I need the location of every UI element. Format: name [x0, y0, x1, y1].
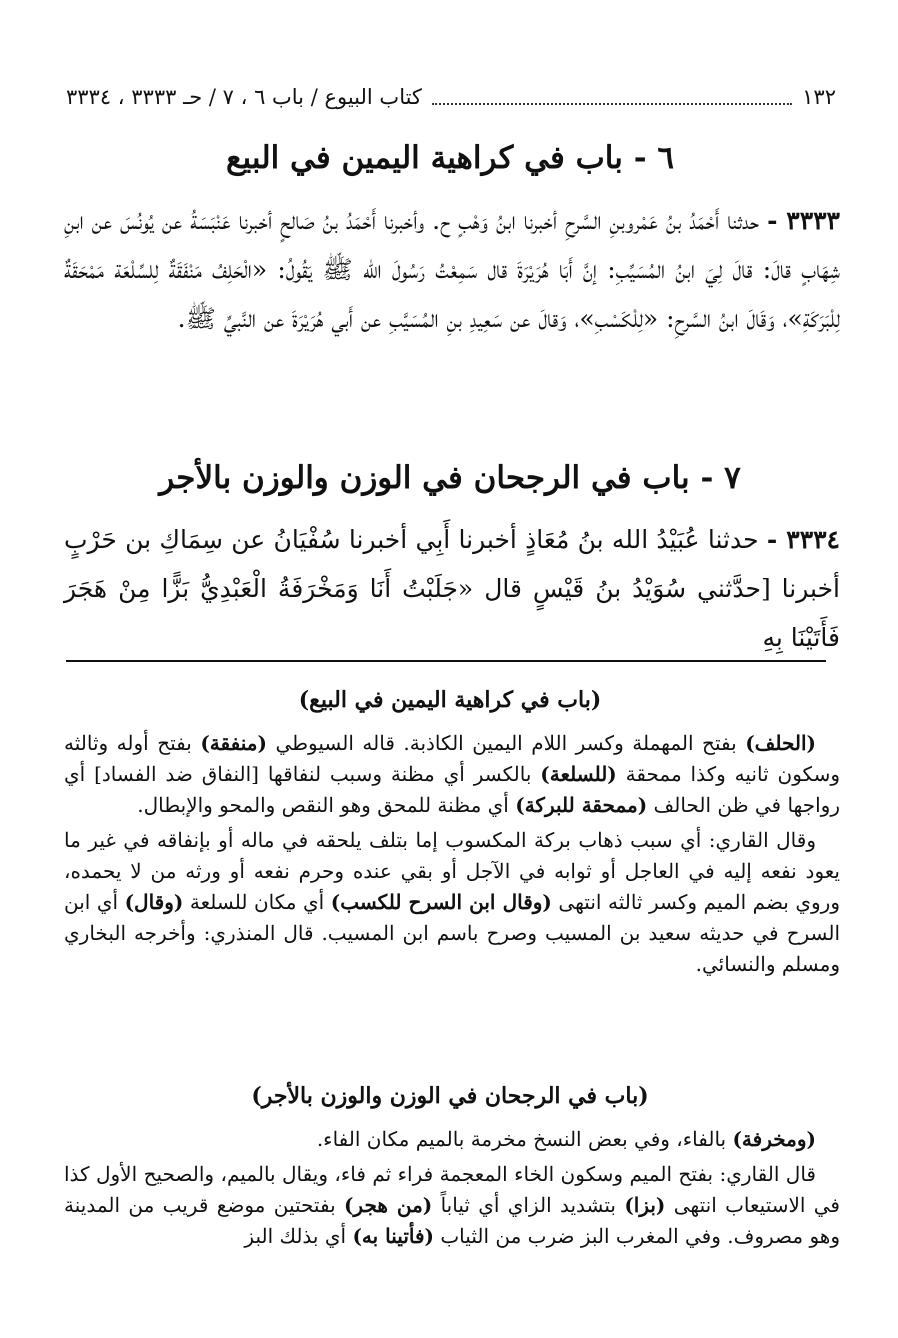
text: بالكسر أي مظنة وسبب لنفاقها [النفاق ضد الفساد] أي رواجها في ظن الحالف	[64, 762, 840, 817]
term-waqal: (وقال)	[124, 890, 184, 914]
text: أي مكان للسلعة	[183, 890, 331, 914]
text: بفتح المهملة وكسر اللام اليمين الكاذبة. قاله السيوطي	[266, 731, 746, 755]
term-lil-sila: (للسلعة)	[540, 762, 617, 786]
term-mamhaqa: (ممحقة للبركة)	[515, 793, 648, 817]
chapter-6-keyword: باب	[575, 140, 623, 176]
hadith-3334-number: ٣٣٣٤ -	[766, 525, 840, 554]
term-hilf: (الحلف)	[745, 731, 816, 755]
text: قال القاري: بفتح الميم وسكون الخاء المعجمة فراء ثم فاء، ويقال بالميم، والصحيح الأول كذا في الاستيعاب انتهى	[64, 1162, 840, 1217]
commentary-paragraph-2	[64, 825, 840, 980]
term-makhrafa: (ومخرفة)	[732, 1127, 816, 1151]
term-munfiqa: (منفقة)	[200, 731, 267, 755]
hadith-3333	[64, 196, 840, 343]
leader-dots	[432, 102, 792, 105]
hadith-3334-text: حدثنا عُبَيْدُ الله بنُ مُعَاذٍ أخبرنا أَبِي أخبرنا سُفْيَانُ عن سِمَاكِ بن حَرْبٍ أخبرنا [حدَّثني سُوَيْدُ بنُ قَيْسٍ قال «جَلَبْتُ أَنَا وَمَخْرَفَةُ الْعَبْدِيُّ بَزًّا مِنْ هَجَرَ فَأَتَيْنَا بِهِ	[64, 525, 840, 652]
text: بالفاء، وفي بعض النسخ مخرمة بالميم مكان الفاء.	[316, 1127, 733, 1151]
text: وقال القاري: أي سبب ذهاب بركة المكسوب إما بتلف يلحقه في ماله أو بإنفاقه في غير ما يعود نفعه إليه في العاجل أو ثوابه في الآجل أو بقي عنده وحرم نفعه أو ورثه من لا يحمده، وروي بضم الميم وكسر ثالثه انتهى	[64, 828, 840, 914]
text: بتشديد الزاي أي ثياباً	[432, 1193, 625, 1217]
chapter-6-title: في كراهية اليمين في البيع	[225, 140, 565, 176]
chapter-7-title: في الرجحان في الوزن والوزن بالأجر	[159, 460, 632, 496]
commentary-paragraph-1	[64, 728, 840, 821]
footnote-divider	[66, 660, 826, 662]
chapter-6-number: ٦ -	[633, 140, 675, 176]
page-number: ١٣٢	[802, 85, 836, 109]
commentary-heading-2: (باب في الرجحان في الوزن والوزن بالأجر)	[251, 1083, 649, 1109]
commentary-paragraph-4	[64, 1159, 840, 1252]
hadith-3333-text: حدثنا أَحْمَدُ بنُ عَمْروبنِ السَّرحِ أخبرنا ابنُ وَهْبٍ ح. وأخبرنا أَحْمَدُ بنُ صَالحٍ أخبرنا عَنْبَسَةُ عن يُونُسَ عن ابنِ شِهَابٍ قالَ: قالَ لِيَ ابنُ المُسَيِّبِ: إنَّ أَبَا هُرَيْرَةَ قال سَمِعْتُ رَسُولَ الله ﷺ يَقُولُ: «الْحَلِفُ مَنْفَقَةٌ لِلسِّلْعَة مَمْحَقَةٌ لِلْبَرَكَةِ»، وَقَالَ ابنُ السَّرحِ: «لِلْكَسْبِ»، وَقالَ عن سَعِيدِ بنِ المُسَيَّبِ عن أَبي هُرَيْرَةَ عن النَّبيِّ ﷺ.	[64, 206, 840, 333]
chapter-7-number: ٧ -	[700, 460, 741, 496]
commentary-paragraph-3	[64, 1124, 840, 1155]
term-ibn-sarh: (وقال ابن السرح للكسب)	[330, 890, 552, 914]
commentary-section-2	[64, 1124, 840, 1256]
text: أي بذلك البز	[244, 1224, 353, 1248]
commentary-heading-1: (باب في كراهية اليمين في البيع)	[298, 687, 602, 713]
text: أي مظنة للمحق وهو النقص والمحو والإبطال.	[137, 793, 516, 817]
commentary-section-1	[64, 728, 840, 984]
running-title: كتاب البيوع / باب ٦ ، ٧ / حـ ٣٣٣٣ ، ٣٣٣٤	[66, 85, 422, 109]
running-header	[66, 80, 836, 114]
chapter-6-heading	[60, 138, 840, 178]
text: بفتحتين موضع قريب من المدينة وهو مصروف. وفي المغرب البز ضرب من الثياب	[64, 1193, 840, 1248]
hadith-3334	[64, 515, 840, 662]
text: أي ابن السرح في حديثه سعيد بن المسيب وصرح باسم ابن المسيب. قال المنذري: وأخرجه البخاري ومسلم والنسائي.	[64, 890, 840, 976]
term-bazz: (بزا)	[624, 1193, 666, 1217]
chapter-7-heading	[60, 458, 840, 498]
term-min-hajar: (من هجر)	[343, 1193, 433, 1217]
chapter-7-keyword: باب	[642, 460, 690, 496]
term-fa-ataina-bihi: (فأتينا به)	[352, 1224, 434, 1248]
text: بفتح أوله وثالثه وسكون ثانيه وكذا ممحقة	[64, 731, 840, 786]
hadith-3333-number: ٣٣٣٣ -	[767, 206, 840, 235]
